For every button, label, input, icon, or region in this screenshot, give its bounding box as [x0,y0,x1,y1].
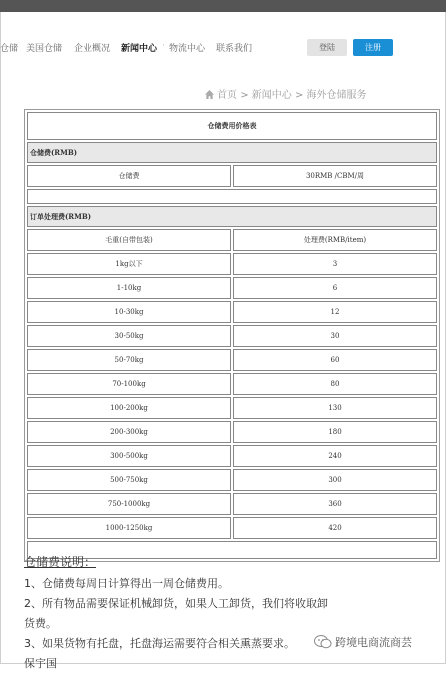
nav-item-us-storage[interactable]: 美国仓储 [26,44,63,54]
nav-item-storage[interactable]: 仓储 [0,44,19,54]
table-title: 仓储费用价格表 [27,112,437,140]
nav-item-company[interactable]: 企业概况 [74,44,111,54]
watermark-text: 跨境电商流商芸 [335,636,412,649]
fee-cell: 130 [233,397,437,419]
breadcrumb [205,86,367,102]
nav-item-contact[interactable]: 联系我们 [216,44,253,54]
fee-cell: 180 [233,421,437,443]
breadcrumb-separator: > [294,90,304,101]
price-table [24,109,440,562]
notes-line: 保宇国 [24,657,57,670]
fee-cell: 420 [233,517,437,539]
notes-line: 2、所有物品需要保证机械卸货，如果人工卸货，我们将收取卸 [24,597,328,610]
top-bar [0,0,446,12]
fee-cell: 240 [233,445,437,467]
table-row [27,445,437,467]
notes-line: 1、仓储费每周日计算得出一周仓储费用。 [24,577,229,590]
weight-cell: 1-10kg [27,277,231,299]
fee-cell: 80 [233,373,437,395]
storage-notes [24,552,444,674]
table-row [27,277,437,299]
fee-cell: 30 [233,325,437,347]
weight-cell: 50-70kg [27,349,231,371]
login-button[interactable]: 登陆 [307,39,347,56]
weight-cell: 750-1000kg [27,493,231,515]
fee-cell: 60 [233,349,437,371]
watermark [314,634,412,652]
table-row [27,373,437,395]
weight-cell: 1000-1250kg [27,517,231,539]
table-row [27,253,437,275]
order-section-header: 订单处理费(RMB) [27,206,437,227]
fee-cell: 3 [233,253,437,275]
storage-fee-value: 30RMB /CBM/周 [233,165,437,187]
table-row [27,469,437,491]
table-row [27,325,437,347]
storage-section-header: 仓储费(RMB) [27,142,437,163]
table-row [27,493,437,515]
table-row [27,421,437,443]
blank-row [27,189,437,204]
storage-fee-label: 仓储费 [27,165,231,187]
fee-cell: 6 [233,277,437,299]
weight-cell: 200-300kg [27,421,231,443]
weight-cell: 100-200kg [27,397,231,419]
notes-line: 货费。 [24,617,57,630]
weight-cell: 1kg以下 [27,253,231,275]
price-table-container [24,109,440,562]
weight-cell: 70-100kg [27,373,231,395]
table-row [27,301,437,323]
table-row [27,349,437,371]
fee-cell: 360 [233,493,437,515]
table-row [27,517,437,539]
breadcrumb-news[interactable]: 新闻中心 [251,90,292,101]
table-row [27,397,437,419]
header-weight: 毛重(自带包装) [27,229,231,251]
fee-cell: 300 [233,469,437,491]
notes-title: 仓储费说明： [24,555,97,569]
weight-cell: 10-30kg [27,301,231,323]
home-icon [205,90,214,102]
nav-separator: · [162,41,165,51]
nav-item-logistics[interactable]: 物流中心 [169,44,206,54]
notes-line: 3、如果货物有托盘，托盘海运需要符合相关熏蒸要求。 [24,637,295,650]
nav-item-news[interactable]: 新闻中心 [121,44,158,54]
weight-cell: 500-750kg [27,469,231,491]
breadcrumb-separator: > [240,90,249,101]
header-fee: 处理费(RMB/item) [233,229,437,251]
fee-cell: 12 [233,301,437,323]
main-nav [0,36,446,62]
breadcrumb-home[interactable]: 首页 [217,90,237,101]
weight-cell: 30-50kg [27,325,231,347]
wechat-icon [314,635,332,652]
register-button[interactable]: 注册 [353,39,393,56]
weight-cell: 300-500kg [27,445,231,467]
breadcrumb-current: 海外仓储服务 [306,90,367,101]
